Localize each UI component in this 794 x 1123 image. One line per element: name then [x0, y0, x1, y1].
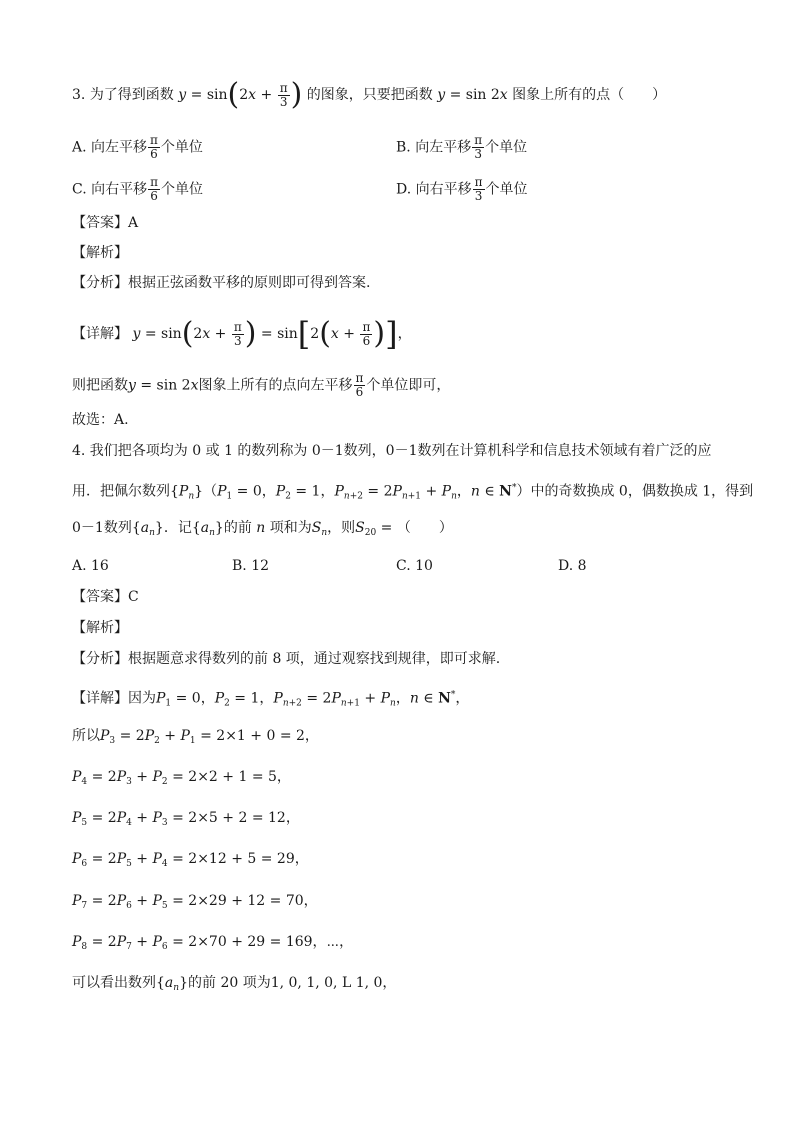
q3-answer: 【答案】A: [72, 215, 139, 231]
q3-option-c: C. 向右平移 $\frac{\pi}{6}$ 个单位: [72, 175, 204, 203]
q4-stem-line2: 用．把佩尔数列$\{P_n\}(P_1 = 0$，$P_2 = 1$，$P_{n+2} = 2P_{n+1} + P_n$，n ∈ N*）中的奇数换成 0，偶数换成 1，得到: [72, 483, 754, 502]
q4-stem-line1: 4. 我们把各项均为 0 或 1 的数列称为 0－1数列，0－1数列在计算机科学和信息技术领域有着广泛的应: [72, 443, 712, 459]
q4-step-p5: $P_5 = 2P_4 + P_3 = 2\times 5 + 2 = 12$，: [72, 810, 300, 828]
q3-then: 则把函数y = sin 2x图象上所有的点向左平移 $\frac{\pi}{6}$ 个单位即可，: [72, 371, 451, 399]
q3-detail: 【详解】 y = sin(2x + $\frac{\pi}{3}$ ) = sin[2(x + $\frac{\pi}{6}$ )]，: [72, 315, 412, 353]
q4-stem-line3: 0－1数列$\{a_n\}$．记$\{a_n\}$的前 n 项和为$S_n$，则$S_{20}$ = （ ）: [72, 520, 453, 538]
q3-stem: 3. 为了得到函数 y = sin(2x + $\frac{\pi}{3}$ ) 的图象，只要把函数 y = sin 2x 图象上所有的点（ ）: [72, 77, 667, 112]
q4-step-p7: $P_7 = 2P_6 + P_5 = 2\times 29 + 12 = 70$，: [72, 893, 318, 911]
q4-fenxi: 【分析】根据题意求得数列的前 8 项，通过观察找到规律，即可求解.: [72, 651, 501, 667]
q4-option-c: C. 10: [396, 558, 433, 574]
q4-option-d: D. 8: [558, 558, 587, 574]
q3-choose: 故选：A.: [72, 412, 129, 428]
q3-option-b: B. 向左平移 $\frac{\pi}{3}$ 个单位: [396, 133, 528, 161]
q4-detail: 【详解】因为$P_1 = 0$，$P_2 = 1$，$P_{n+2} = 2P_{n+1} + P_n$，n ∈ N*，: [72, 690, 470, 709]
q4-step-p4: $P_4 = 2P_3 + P_2 = 2\times 2 + 1 = 5$，: [72, 769, 291, 787]
q3-analysis-heading: 【解析】: [72, 245, 128, 261]
q4-option-a: A. 16: [72, 558, 109, 574]
question-number: 3.: [72, 87, 86, 103]
q4-conclusion: 可以看出数列$\{a_n\}$的前 20 项为1, 0, 1, 0, L 1, 0，: [72, 975, 397, 993]
q3-option-a: A. 向左平移 $\frac{\pi}{6}$ 个单位: [72, 133, 203, 161]
q4-answer: 【答案】C: [72, 589, 139, 605]
q4-analysis-heading: 【解析】: [72, 620, 128, 636]
q4-step-p3: 所以$P_3 = 2P_2 + P_1 = 2\times 1 + 0 = 2$，: [72, 728, 319, 746]
q4-option-b: B. 12: [232, 558, 270, 574]
q3-option-d: D. 向右平移 $\frac{\pi}{3}$ 个单位: [396, 175, 528, 203]
q4-step-p8: $P_8 = 2P_7 + P_6 = 2\times 70 + 29 = 169$，⋯，: [72, 934, 354, 952]
q3-fenxi: 【分析】根据正弦函数平移的原则即可得到答案.: [72, 275, 371, 291]
q4-step-p6: $P_6 = 2P_5 + P_4 = 2\times 12 + 5 = 29$，: [72, 851, 309, 869]
